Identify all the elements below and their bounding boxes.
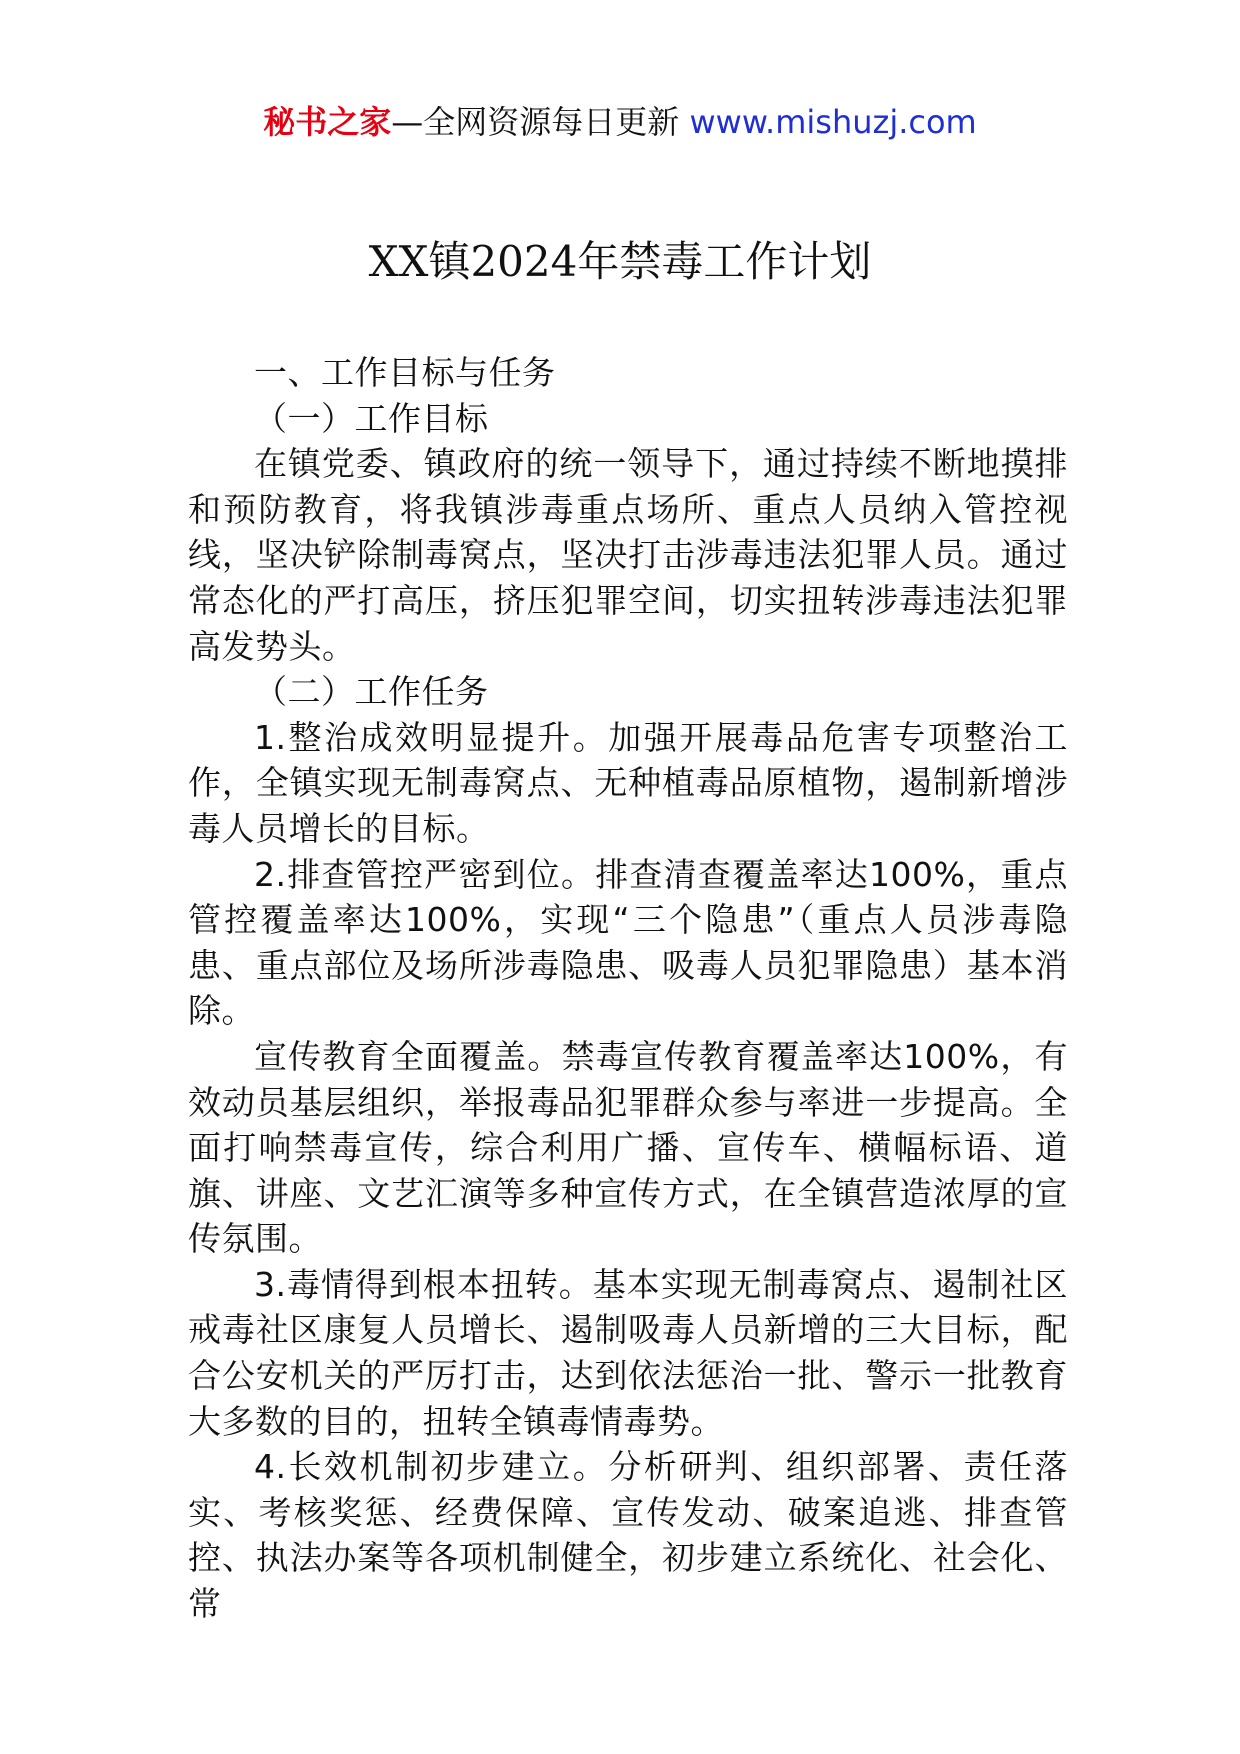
subsection-heading: （二）工作任务: [254, 672, 489, 712]
body-paragraph: 3.毒情得到根本扭转。基本实现无制毒窝点、遏制社区戒毒社区康复人员增长、遏制吸毒人员新增的三大目标，配合公安机关的严厉打击，达到依法惩治一批、警示一批教育大多数的目的，扭转全镇毒情毒势。: [188, 1264, 1068, 1441]
site-name: 秘书之家: [263, 103, 392, 141]
body-paragraph: 宣传教育全面覆盖。禁毒宣传教育覆盖率达100%，有效动员基层组织，举报毒品犯罪群众参与率进一步提高。全面打响禁毒宣传，综合利用广播、宣传车、横幅标语、道旗、讲座、文艺汇演等多种宣传方式，在全镇营造浓厚的宣传氛围。: [188, 1036, 1068, 1259]
document-title: XX镇2024年禁毒工作计划: [368, 237, 872, 286]
document-body: [188, 350, 1068, 1627]
site-url-link[interactable]: www.mishuzj.com: [689, 103, 977, 141]
section-heading: 一、工作目标与任务: [254, 353, 556, 392]
body-paragraph: 1.整治成效明显提升。加强开展毒品危害专项整治工作，全镇实现无制毒窝点、无种植毒品原植物，遏制新增涉毒人员增长的目标。: [188, 717, 1068, 848]
body-paragraph: 在镇党委、镇政府的统一领导下，通过持续不断地摸排和预防教育，将我镇涉毒重点场所、重点人员纳入管控视线，坚决铲除制毒窝点，坚决打击涉毒违法犯罪人员。通过常态化的严打高压，挤压犯罪空间，切实扭转涉毒违法犯罪高发势头。: [188, 444, 1068, 666]
subsection-heading: （一）工作目标: [254, 398, 489, 438]
site-tagline: —全网资源每日更新: [391, 103, 690, 141]
site-header: [0, 100, 1240, 144]
body-paragraph: 4.长效机制初步建立。分析研判、组织部署、责任落实、考核奖惩、经费保障、宣传发动、破案追逃、排查管控、执法办案等各项机制健全，初步建立系统化、社会化、常: [188, 1447, 1068, 1624]
body-paragraph: 2.排查管控严密到位。排查清查覆盖率达100%，重点管控覆盖率达100%，实现“三个隐患”（重点人员涉毒隐患、重点部位及场所涉毒隐患、吸毒人员犯罪隐患）基本消除。: [188, 854, 1068, 1031]
